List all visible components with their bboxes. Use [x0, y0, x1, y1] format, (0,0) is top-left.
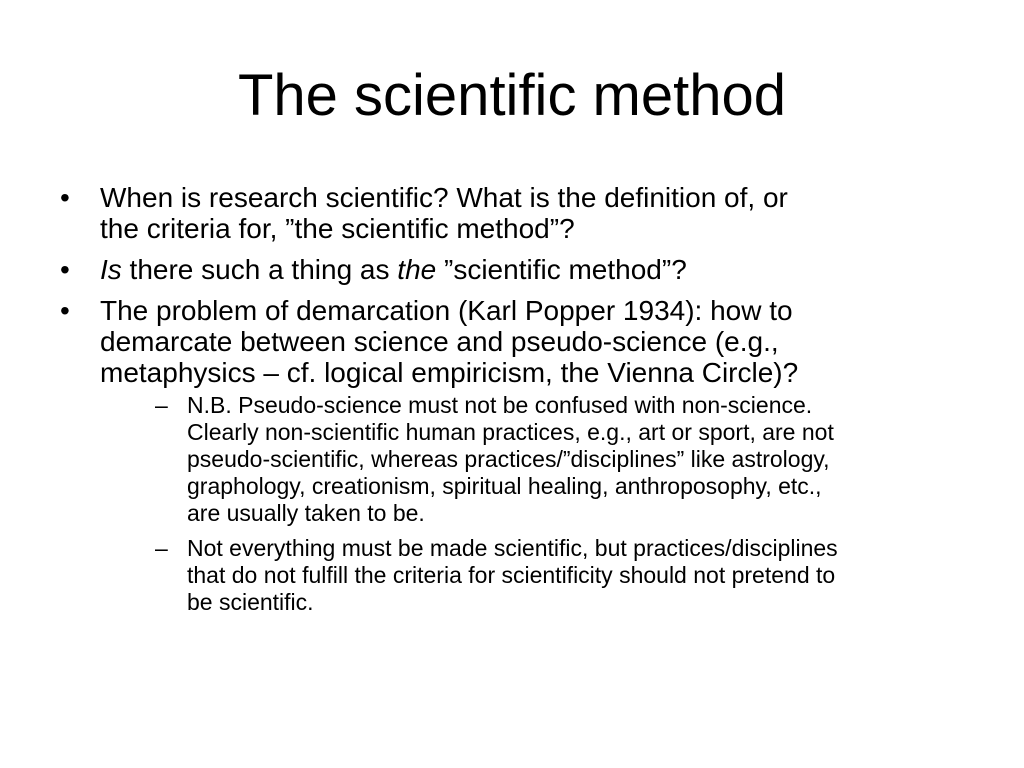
bullet-research-scientific — [58, 182, 988, 244]
sub-bullet-line: that do not fulfill the criteria for scientificity should not pretend to — [187, 562, 836, 588]
bullet-line — [100, 254, 988, 285]
sub-bullet-line: be scientific. — [187, 589, 314, 615]
bullet-marker: • — [60, 254, 70, 285]
bullet-text: ”scientific method”? — [436, 254, 687, 285]
sub-bullet-pseudo-science — [100, 392, 988, 527]
slide-title: The scientific method — [237, 63, 787, 128]
bullet-marker: • — [60, 182, 70, 213]
bullet-such-a-thing — [58, 254, 988, 285]
bullet-line: demarcate between science and pseudo-science (e.g., — [100, 326, 779, 357]
bullet-marker: • — [60, 295, 70, 326]
bullet-line: The problem of demarcation (Karl Popper 1934): how to — [100, 295, 793, 326]
sub-bullet-line: Clearly non-scientific human practices, e.g., art or sport, are not — [187, 419, 834, 445]
sub-bullet-marker: – — [155, 535, 168, 561]
sub-bullet-line: pseudo-scientific, whereas practices/”disciplines” like astrology, — [187, 446, 830, 472]
slide-body — [58, 182, 988, 626]
sub-bullet-line: Not everything must be made scientific, but practices/disciplines — [187, 535, 838, 561]
sub-bullet-line: N.B. Pseudo-science must not be confused with non-science. — [187, 392, 813, 418]
sub-bullet-line: are usually taken to be. — [187, 500, 425, 526]
bullet-line: metaphysics – cf. logical empiricism, the Vienna Circle)? — [100, 357, 799, 388]
bullet-text: there such a thing as — [121, 254, 398, 285]
sub-bullet-list — [100, 392, 988, 616]
sub-bullet-line: graphology, creationism, spiritual healing, anthroposophy, etc., — [187, 473, 822, 499]
bullet-line: When is research scientific? What is the definition of, or — [100, 182, 788, 213]
emphasis-is: Is — [100, 254, 122, 285]
emphasis-the: the — [397, 254, 437, 285]
sub-bullet-marker: – — [155, 392, 168, 418]
bullet-line: the criteria for, ”the scientific method”? — [100, 213, 575, 244]
bullet-demarcation — [58, 295, 988, 616]
sub-bullet-not-everything — [100, 535, 988, 616]
